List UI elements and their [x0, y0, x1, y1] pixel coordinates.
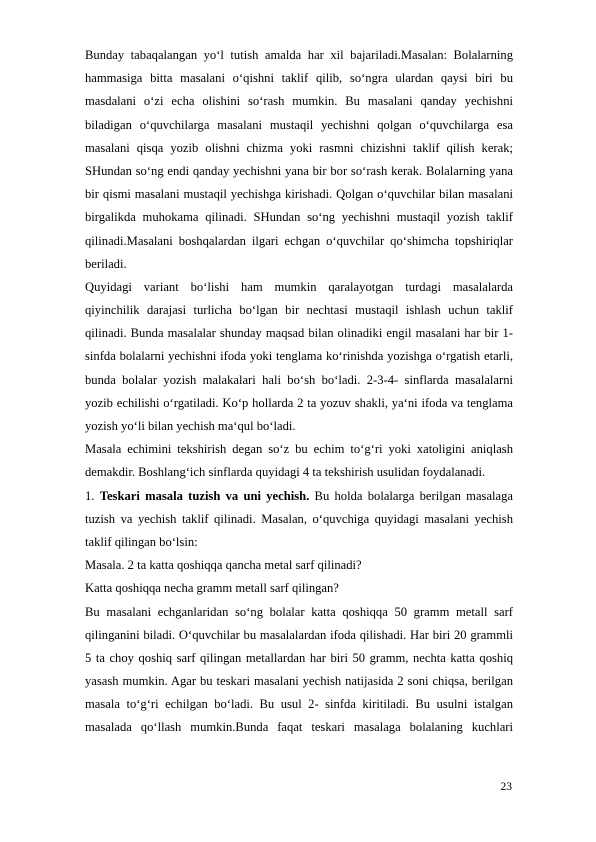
text-line: sinfda bolalarni yechishni ifoda yoki tenglama ko‘rinishda yozishga o‘rgatish etarli, [85, 349, 513, 364]
text-line: Bu masalani echganlaridan so‘ng bolalar katta qoshiqqa 50 gramm metall sarf [85, 604, 513, 619]
text-line: hammasiga bitta masalani o‘qishni taklif qilib, so‘ngra ulardan qaysi biri bu [85, 71, 513, 86]
text-line: biladigan o‘quvchilarga masalani mustaqil yechishni qolgan o‘quvchilarga esa [85, 117, 513, 132]
text-line: Quyidagi variant bo‘lishi ham mumkin qaralayotgan turdagi masalalarda [85, 279, 513, 294]
text-line: tuzish va yechish taklif qilinadi. Masalan, o‘quvchiga quyidagi masalani yechish [85, 511, 513, 526]
page-number: 23 [500, 781, 512, 793]
text-line: demakdir. Boshlang‘ich sinflarda quyidagi 4 ta tekshirish usulidan foydalanadi. [85, 465, 486, 480]
text-line: birgalikda muhokama qilinadi. SHundan so‘ng yechishni mustaqil yozish taklif [85, 210, 513, 225]
text-line: qiyinchilik darajasi turlicha bo‘lgan bir nechtasi mustaqil ishlash uchun taklif [85, 303, 513, 318]
text-line: Katta qoshiqqa necha gramm metall sarf qilingan? [85, 581, 339, 596]
text-line: yozish yo‘li bilan yechish ma‘qul bo‘ladi. [85, 419, 296, 433]
text-line: masdalani o‘zi echa olishini so‘rash mumkin. Bu masalani qanday yechishni [85, 94, 513, 109]
text-line: bunda bolalar yozish malakalari hali bo‘sh bo‘ladi. 2-3-4- sinflarda masalalarni [85, 372, 513, 387]
text-line: qilinadi.Masalani boshqalardan ilgari echgan o‘quvchilar qo‘shimcha topshiriqlar [85, 233, 513, 248]
text-line: yozib echilishi o‘rgatiladi. Ko‘p hollarda 2 ta yozuv shakli, ya‘ni ifoda va tenglama [85, 395, 513, 410]
text-line: masalada qo‘llash mumkin.Bunda faqat teskari masalaga bolalaning kuchlari [85, 720, 513, 735]
text-line: yasash mumkin. Agar bu teskari masalani yechish natijasida 2 soni chiqsa, berilgan [85, 674, 513, 689]
text-line: bir qismi masalani mustaqil yechishga kirishadi. Qolgan o‘quvchilar bilan masalani [85, 187, 513, 202]
text-line: masalani qisqa yozib olishni chizma yoki rasmni chizishni taklif qilish kerak; [85, 140, 513, 155]
line-text: Bu holda bolalarga berilgan masalaga [309, 488, 514, 503]
text-line: 5 ta choy qoshiq sarf qilingan metallardan har biri 50 gramm, nechta katta qoshiq [85, 650, 513, 665]
text-line: Masala. 2 ta katta qoshiqqa qancha metal sarf qilinadi? [85, 558, 362, 573]
text-line: beriladi. [85, 256, 127, 271]
text-line: masala to‘g‘ri echilgan bo‘ladi. Bu usul 2- sinfda kiritiladi. Bu usulni istalgan [85, 697, 513, 712]
text-line [85, 485, 513, 508]
bold-heading: Teskari masala tuzish va uni yechish. [99, 488, 310, 503]
text-line: qilinadi. Bunda masalalar shunday maqsad bilan olinadiki engil masalani har bir 1- [85, 326, 513, 341]
list-number: 1. [85, 488, 100, 503]
text-line: SHundan so‘ng endi qanday yechishni yana bir bor so‘rash kerak. Bolalarning yana [85, 163, 513, 178]
text-line: Masala echimini tekshirish degan so‘z bu echim to‘g‘ri yoki xatoligini aniqlash [85, 442, 513, 457]
text-line: taklif qilingan bo‘lsin: [85, 534, 198, 549]
text-line: qilinganini biladi. O‘quvchilar bu masalalardan ifoda qilishadi. Har biri 20 grammli [85, 627, 513, 642]
body-text [85, 44, 513, 740]
text-line: Bunday tabaqalangan yo‘l tutish amalda har xil bajariladi.Masalan: Bolalarning [85, 48, 513, 62]
